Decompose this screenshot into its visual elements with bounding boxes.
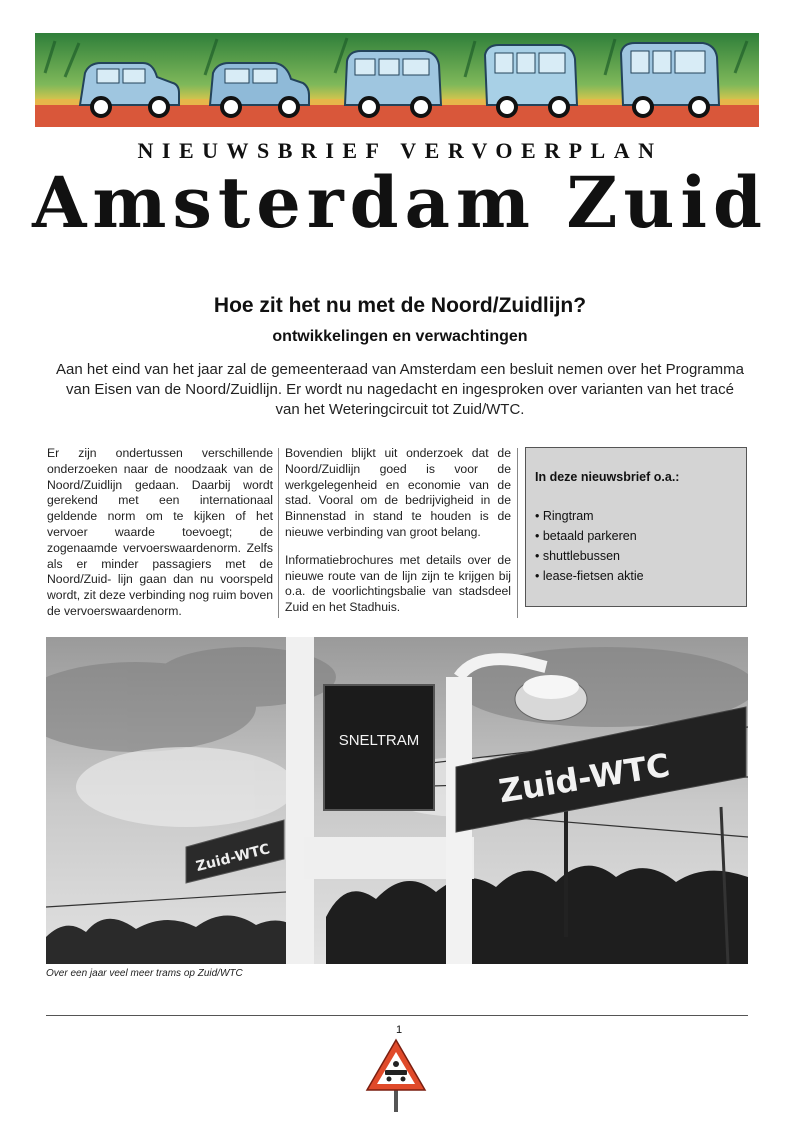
sidebar-item: • shuttlebussen <box>535 546 736 566</box>
photo-caption: Over een jaar veel meer trams op Zuid/WTC <box>46 968 243 979</box>
column-divider <box>278 448 279 618</box>
zuid-wtc-sign-large: Zuid-WTC <box>496 745 673 811</box>
sidebar-item: • betaald parkeren <box>535 526 736 546</box>
column-2-paragraph-1: Bovendien blijkt uit onderzoek dat de Noord/Zuidlijn goed is voor de werkgelegenheid en economie van de stad. Vooral om de bedrijvigheid in de Binnenstad in stand te houden is de nieuwe verbinding van groot belang. <box>285 446 511 539</box>
newsletter-kicker: NIEUWSBRIEF VERVOERPLAN <box>137 138 663 163</box>
sidebar-item: • Ringtram <box>535 506 736 526</box>
sidebar-list <box>535 506 736 586</box>
column-1-paragraph: Er zijn ondertussen verschillende onderzoeken naar de noodzaak van de Noord/Zuidlijn gedaan. Daarbij wordt gerekend met een internationaal geldende norm om te kijken of het vervoer waarde toevoegt; de zogenaamde vervoerswaardenorm. Zelfs als er minder passagiers met de Noord/Zuid- lijn gaan dan nu voorspeld wordt, zit deze verbinding nog ruim boven de vervoerswaardenorm. <box>47 446 273 618</box>
article-column-1 <box>47 446 273 632</box>
article-lead: Aan het eind van het jaar zal de gemeenteraad van Amsterdam een besluit nemen over het Programma van Eisen van de Noord/Zuidlijn. Er wordt nu nagedacht en ingesproken over varianten van het tracé van het Weteringcircuit tot Zuid/WTC. <box>56 361 744 418</box>
header-banner-illustration <box>35 33 759 127</box>
page-number: 1 <box>395 1024 403 1036</box>
footer-divider <box>46 1015 748 1016</box>
bus-icon <box>621 43 719 116</box>
sidebar-title: In deze nieuwsbrief o.a.: <box>535 470 680 484</box>
article-headline: Hoe zit het nu met de Noord/Zuidlijn? <box>213 294 587 317</box>
sidebar-item: • lease-fietsen aktie <box>535 566 736 586</box>
contents-sidebar <box>525 447 747 607</box>
column-2-paragraph-2: Informatiebrochures met details over de nieuwe route van de lijn zijn te krijgen bij o.a. de voorlichtingsbalie van stadsdeel Zuid en het Stadhuis. <box>285 552 511 615</box>
minibus-icon <box>485 45 577 116</box>
sneltram-sign-text: SNELTRAM <box>338 732 420 749</box>
article-column-2 <box>285 446 511 628</box>
warning-triangle-logo-icon <box>365 1038 427 1113</box>
station-photo <box>46 637 748 964</box>
column-divider <box>517 448 518 618</box>
masthead-title: Amsterdam Zuid <box>32 161 768 244</box>
article-subheadline: ontwikkelingen en verwachtingen <box>272 328 528 345</box>
zuid-wtc-sign-small: Zuid-WTC <box>194 841 272 876</box>
